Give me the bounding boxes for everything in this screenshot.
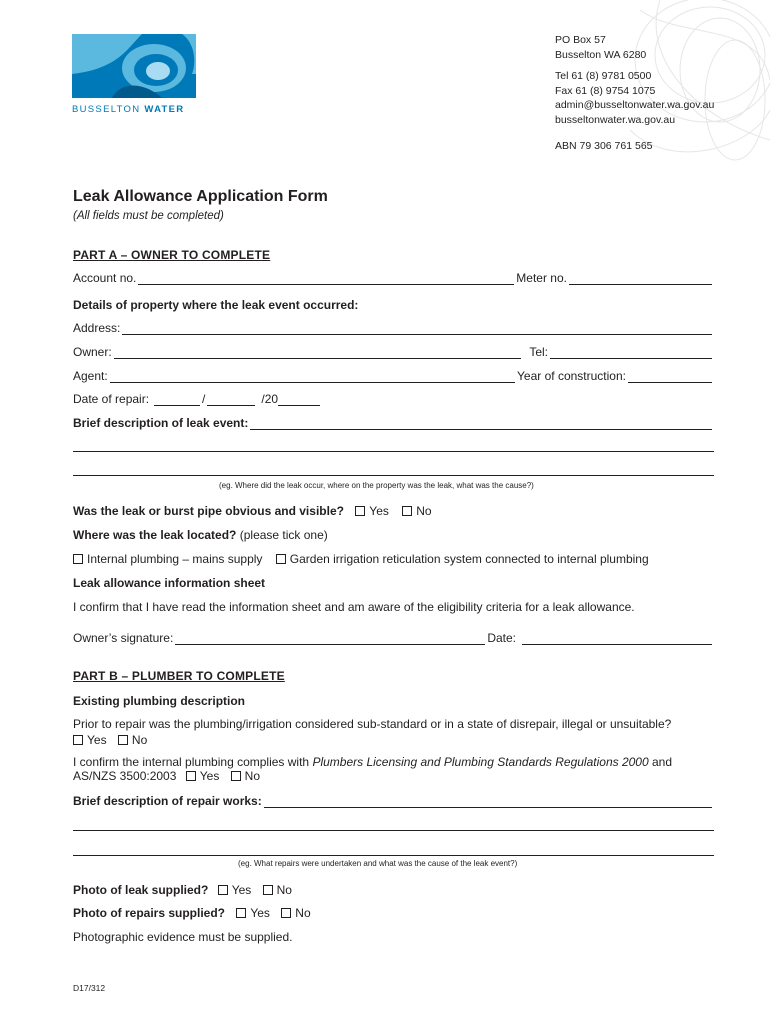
photo-leak-row xyxy=(73,883,292,897)
account-number-field[interactable] xyxy=(138,274,514,285)
prior-no-label: No xyxy=(131,733,148,747)
photo-leak-no-label: No xyxy=(276,883,292,897)
repair-works-field[interactable] xyxy=(264,797,712,808)
obvious-yes-label: Yes xyxy=(369,504,389,518)
compliance-standard-row xyxy=(73,769,260,783)
photo-repairs-yes-checkbox[interactable] xyxy=(236,908,246,918)
contact-details xyxy=(555,33,714,154)
date-sep-1: / xyxy=(202,392,206,406)
repair-works-label: Brief description of repair works: xyxy=(73,794,262,808)
meter-label: Meter no. xyxy=(516,271,567,285)
date-repair-label: Date of repair: xyxy=(73,392,150,406)
photo-repairs-row xyxy=(73,906,311,920)
po-box: PO Box 57 xyxy=(555,34,606,46)
agent-label: Agent: xyxy=(73,369,108,383)
compliance-yes-checkbox[interactable] xyxy=(186,771,196,781)
prior-yes-checkbox[interactable] xyxy=(73,735,83,745)
info-sheet-heading: Leak allowance information sheet xyxy=(73,576,266,590)
owner-field[interactable] xyxy=(114,348,522,359)
standard-name: AS/NZS 3500:2003 xyxy=(73,769,177,783)
agent-year-row xyxy=(73,369,714,383)
email: admin@busseltonwater.wa.gov.au xyxy=(555,99,715,111)
signature-date-label: Date: xyxy=(487,631,516,645)
garden-irrigation-checkbox[interactable] xyxy=(276,554,286,564)
account-meter-row xyxy=(73,271,714,285)
website: busseltonwater.wa.gov.au xyxy=(555,113,676,126)
info-sheet-confirm: I confirm that I have read the information sheet and am aware of the eligibility criteria for a leak allowance. xyxy=(73,600,635,614)
document-code: D17/312 xyxy=(73,983,106,993)
date-repair-month-field[interactable] xyxy=(207,395,255,406)
agent-field[interactable] xyxy=(110,372,515,383)
prior-yes-label: Yes xyxy=(87,733,107,747)
prior-repair-options xyxy=(73,733,147,747)
brief-description-line-2[interactable] xyxy=(73,451,714,452)
account-label: Account no. xyxy=(73,271,137,285)
brief-description-field[interactable] xyxy=(250,419,712,430)
compliance-yes-label: Yes xyxy=(199,769,220,783)
part-b-heading: PART B – PLUMBER TO COMPLETE xyxy=(73,669,285,683)
details-heading: Details of property where the leak event occurred: xyxy=(73,298,359,312)
town: Busselton WA 6280 xyxy=(555,48,647,61)
meter-number-field[interactable] xyxy=(569,274,712,285)
prior-repair-question: Prior to repair was the plumbing/irrigation considered sub-standard or in a state of disrepair, illegal or unsuitable? xyxy=(73,717,672,731)
repair-works-note: (eg. What repairs were undertaken and what was the cause of the leak event?) xyxy=(238,859,518,868)
located-question-row xyxy=(73,528,328,542)
located-hint: (please tick one) xyxy=(239,528,328,542)
location-options-row xyxy=(73,552,649,566)
repair-works-row xyxy=(73,794,714,808)
compliance-no-checkbox[interactable] xyxy=(231,771,241,781)
located-question: Where was the leak located? xyxy=(73,528,237,542)
signature-date-row xyxy=(73,631,714,645)
regulations-name: Plumbers Licensing and Plumbing Standards Regulations 2000 xyxy=(312,755,649,769)
brief-description-row xyxy=(73,416,714,430)
repair-works-line-2[interactable] xyxy=(73,830,714,831)
photo-evidence-note: Photographic evidence must be supplied. xyxy=(73,930,293,944)
address-row xyxy=(73,321,714,335)
repair-works-line-3[interactable] xyxy=(73,855,714,856)
garden-irrigation-label: Garden irrigation reticulation system connected to internal plumbing xyxy=(289,552,649,566)
internal-plumbing-label: Internal plumbing – mains supply xyxy=(87,552,263,566)
photo-leak-yes-label: Yes xyxy=(231,883,252,897)
abn: ABN 79 306 761 565 xyxy=(555,140,653,152)
fax: Fax 61 (8) 9754 1075 xyxy=(555,84,656,97)
year-construction-label: Year of construction: xyxy=(517,369,626,383)
owner-signature-label: Owner’s signature: xyxy=(73,631,174,645)
date-sep-2: /20 xyxy=(261,392,279,406)
owner-signature-field[interactable] xyxy=(175,634,485,645)
date-repair-day-field[interactable] xyxy=(154,395,200,406)
logo-wordmark: BUSSELTON WATER xyxy=(72,104,185,115)
form-subtitle: (All fields must be completed) xyxy=(73,210,224,222)
photo-leak-no-checkbox[interactable] xyxy=(263,885,273,895)
photo-repairs-no-checkbox[interactable] xyxy=(281,908,291,918)
prior-no-checkbox[interactable] xyxy=(118,735,128,745)
busselton-water-logo xyxy=(72,34,198,115)
brief-description-note: (eg. Where did the leak occur, where on the property was the leak, what was the cause?) xyxy=(219,481,534,490)
address-field[interactable] xyxy=(122,324,712,335)
compliance-no-label: No xyxy=(244,769,261,783)
tel-label: Tel: xyxy=(529,345,548,359)
photo-repairs-yes-label: Yes xyxy=(250,906,270,920)
date-repair-row xyxy=(73,392,322,406)
form-title: Leak Allowance Application Form xyxy=(73,188,328,205)
brief-description-line-3[interactable] xyxy=(73,475,714,476)
photo-leak-yes-checkbox[interactable] xyxy=(218,885,228,895)
owner-label: Owner: xyxy=(73,345,112,359)
year-construction-field[interactable] xyxy=(628,372,712,383)
brief-description-label: Brief description of leak event: xyxy=(73,416,249,430)
photo-leak-question: Photo of leak supplied? xyxy=(73,883,209,897)
address-label: Address: xyxy=(73,321,121,335)
owner-tel-row xyxy=(73,345,714,359)
compliance-statement: I confirm the internal plumbing complies with Plumbers Licensing and Plumbing Standards Regulations 2000 and xyxy=(73,755,673,769)
phone: Tel 61 (8) 9781 0500 xyxy=(555,70,652,82)
obvious-no-label: No xyxy=(416,504,432,518)
signature-date-field[interactable] xyxy=(522,634,712,645)
obvious-question: Was the leak or burst pipe obvious and visible? xyxy=(73,504,344,518)
date-repair-year-field[interactable] xyxy=(278,395,320,406)
obvious-no-checkbox[interactable] xyxy=(402,506,412,516)
tel-field[interactable] xyxy=(550,348,712,359)
water-drop-logo-icon xyxy=(72,34,196,98)
photo-repairs-no-label: No xyxy=(295,906,311,920)
existing-plumbing-heading: Existing plumbing description xyxy=(73,694,246,708)
obvious-yes-checkbox[interactable] xyxy=(355,506,365,516)
part-a-heading: PART A – OWNER TO COMPLETE xyxy=(73,248,271,262)
photo-repairs-question: Photo of repairs supplied? xyxy=(73,906,226,920)
internal-plumbing-checkbox[interactable] xyxy=(73,554,83,564)
obvious-question-row xyxy=(73,504,432,518)
